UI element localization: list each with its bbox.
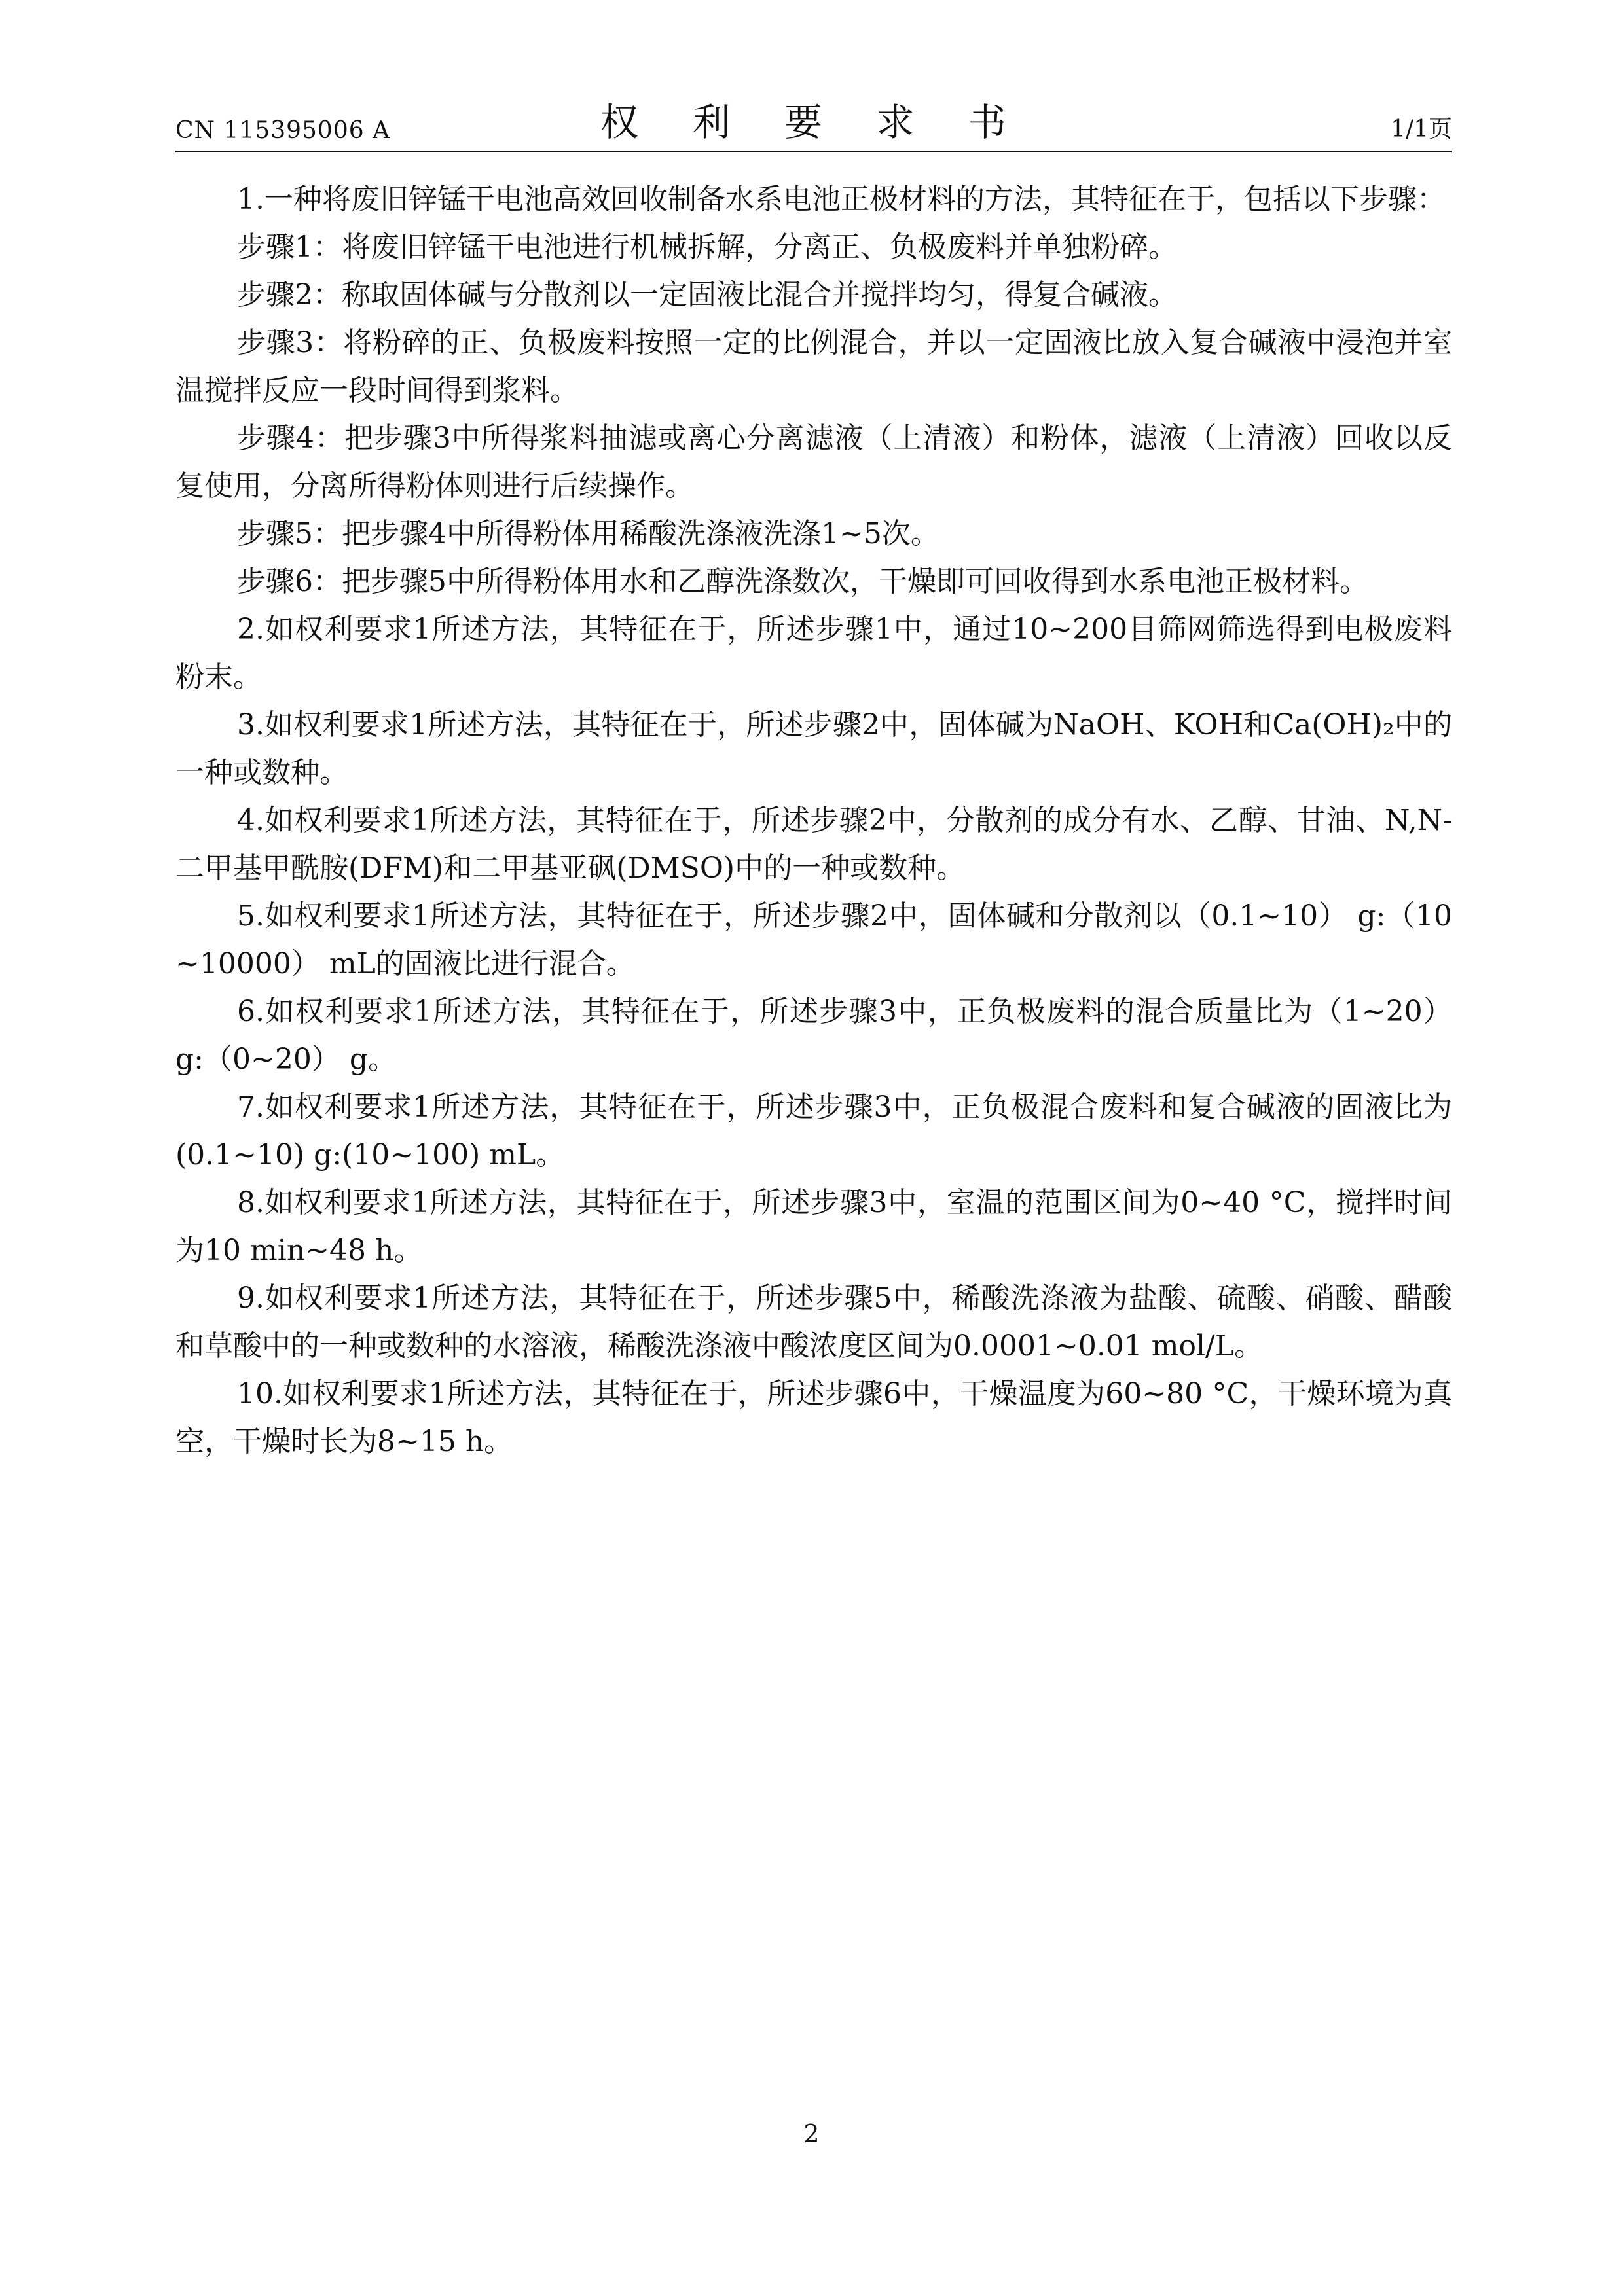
claim-1-step-2: 步骤2：称取固体碱与分散剂以一定固液比混合并搅拌均匀，得复合碱液。 <box>237 278 1177 312</box>
claim-1-step-4: 步骤4：把步骤3中所得浆料抽滤或离心分离滤液（上清液）和粉体，滤液（上清液）回收以反复使用，分离所得粉体则进行后续操作。 <box>175 422 1452 503</box>
claim-9: 9.如权利要求1所述方法，其特征在于，所述步骤5中，稀酸洗涤液为盐酸、硫酸、硝酸、醋酸和草酸中的一种或数种的水溶液，稀酸洗涤液中酸浓度区间为0.0001~0.01 mol/L。 <box>175 1282 1452 1363</box>
claim-5: 5.如权利要求1所述方法，其特征在于，所述步骤2中，固体碱和分散剂以（0.1~10） g:（10~10000） mL的固液比进行混合。 <box>175 899 1452 980</box>
page-header <box>175 98 1452 151</box>
claim-1-step-5: 步骤5：把步骤4中所得粉体用稀酸洗涤液洗涤1~5次。 <box>237 517 939 550</box>
claim-4: 4.如权利要求1所述方法，其特征在于，所述步骤2中，分散剂的成分有水、乙醇、甘油、N,N-二甲基甲酰胺(DFM)和二甲基亚砜(DMSO)中的一种或数种。 <box>175 804 1452 885</box>
claim-10: 10.如权利要求1所述方法，其特征在于，所述步骤6中，干燥温度为60~80 °C，干燥环境为真空，干燥时长为8~15 h。 <box>175 1377 1452 1458</box>
publication-number: CN 115395006 A <box>175 117 391 144</box>
claim-8: 8.如权利要求1所述方法，其特征在于，所述步骤3中，室温的范围区间为0~40 °C，搅拌时间为10 min~48 h。 <box>175 1186 1452 1267</box>
claim-1-step-3: 步骤3：将粉碎的正、负极废料按照一定的比例混合，并以一定固液比放入复合碱液中浸泡并室温搅拌反应一段时间得到浆料。 <box>175 326 1452 407</box>
claims-body <box>175 175 1452 1465</box>
claim-2: 2.如权利要求1所述方法，其特征在于，所述步骤1中，通过10~200目筛网筛选得到电极废料粉末。 <box>175 613 1452 694</box>
claim-3: 3.如权利要求1所述方法，其特征在于，所述步骤2中，固体碱为NaOH、KOH和Ca(OH)₂中的一种或数种。 <box>175 708 1452 789</box>
claim-1: 1.一种将废旧锌锰干电池高效回收制备水系电池正极材料的方法，其特征在于，包括以下步骤： <box>237 183 1446 216</box>
page-number: 2 <box>803 2119 820 2148</box>
document-title: 权 利 要 求 书 <box>600 100 1027 145</box>
claim-7: 7.如权利要求1所述方法，其特征在于，所述步骤3中，正负极混合废料和复合碱液的固液比为(0.1~10) g:(10~100) mL。 <box>175 1090 1452 1172</box>
claim-1-step-1: 步骤1：将废旧锌锰干电池进行机械拆解，分离正、负极废料并单独粉碎。 <box>237 230 1177 264</box>
header-rule <box>175 151 1452 152</box>
page-info: 1/1页 <box>1391 116 1452 143</box>
claim-6: 6.如权利要求1所述方法，其特征在于，所述步骤3中，正负极废料的混合质量比为（1~20） g:（0~20） g。 <box>175 995 1452 1076</box>
claim-1-step-6: 步骤6：把步骤5中所得粉体用水和乙醇洗涤数次，干燥即可回收得到水系电池正极材料。 <box>237 565 1368 598</box>
